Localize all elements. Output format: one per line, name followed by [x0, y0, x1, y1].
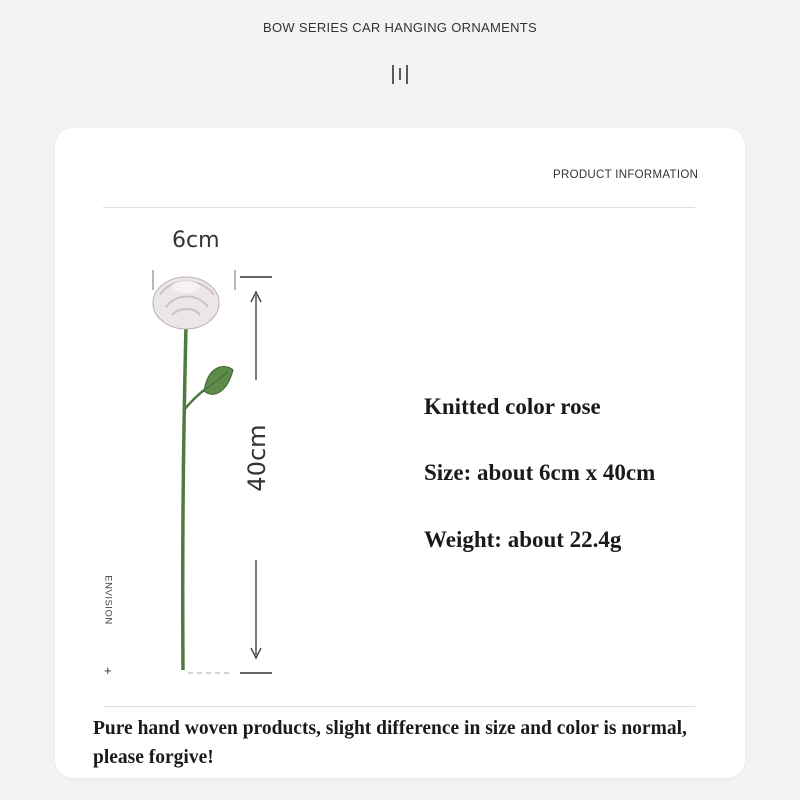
product-size: Size: about 6cm x 40cm	[424, 460, 656, 485]
plus-mark: +	[104, 663, 112, 678]
product-weight: Weight: about 22.4g	[424, 527, 622, 552]
leaf	[204, 367, 233, 395]
top-divider	[103, 207, 695, 208]
brand-vertical-text: ENVISION	[102, 575, 114, 625]
height-dimension-label: 40cm	[243, 424, 271, 492]
header-decor-mark	[388, 62, 412, 88]
section-title: PRODUCT INFORMATION	[553, 169, 699, 181]
footer-note: Pure hand woven products, slight difference in size and color is normal, please forgive!	[93, 718, 687, 768]
product-name: Knitted color rose	[424, 394, 601, 419]
bottom-divider	[103, 706, 695, 707]
width-dimension-label: 6cm	[172, 228, 220, 253]
page-title: BOW SERIES CAR HANGING ORNAMENTS	[263, 20, 537, 35]
rose-stem	[183, 325, 186, 670]
